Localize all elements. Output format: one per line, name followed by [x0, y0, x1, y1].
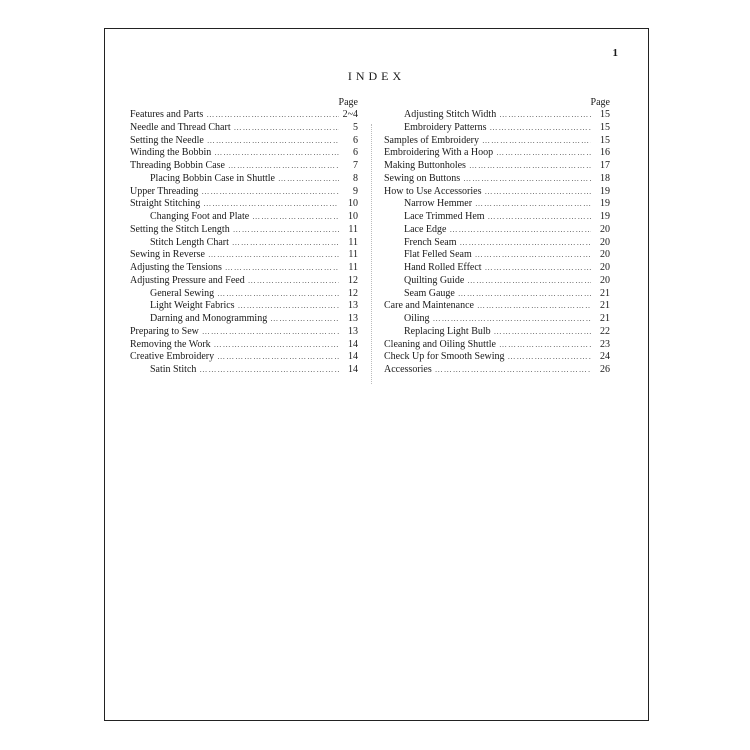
index-entry-list [384, 109, 610, 377]
dot-leader [201, 186, 339, 199]
entry-page-number: 14 [348, 338, 358, 350]
index-entry [384, 339, 610, 352]
index-entry [130, 339, 358, 352]
entry-page-number: 21 [600, 313, 610, 324]
dot-leader [232, 237, 339, 250]
entry-title: Hand Rolled Effect [404, 262, 482, 273]
dot-leader [499, 109, 591, 122]
entry-page-number: 15 [600, 121, 610, 133]
entry-page-number: 11 [348, 236, 358, 248]
entry-page-number: 20 [600, 262, 610, 273]
entry-page-number: 13 [348, 300, 358, 312]
index-entry [130, 109, 358, 122]
entry-title: Satin Stitch [150, 364, 197, 375]
dot-leader [463, 173, 591, 186]
dot-leader [488, 211, 591, 224]
index-column-right [384, 97, 610, 377]
entry-page-number: 7 [353, 160, 358, 171]
entry-page-number: 8 [353, 172, 358, 184]
entry-title: Setting the Stitch Length [130, 223, 230, 235]
index-entry [130, 122, 358, 135]
entry-page-number: 14 [348, 364, 358, 375]
entry-page-number: 21 [600, 300, 610, 312]
entry-title: Darning and Monogramming [150, 313, 268, 324]
entry-title: Lace Edge [404, 223, 447, 235]
index-entry [130, 147, 358, 160]
entry-page-number: 19 [600, 211, 610, 222]
entry-title: Stitch Length Chart [150, 236, 229, 248]
index-entry [130, 275, 358, 288]
entry-page-number: 12 [348, 287, 358, 299]
dot-leader [477, 300, 591, 313]
entry-page-number: 20 [600, 274, 610, 286]
dot-leader [233, 224, 339, 237]
dot-leader [475, 249, 591, 262]
entry-page-number: 12 [348, 274, 358, 286]
dot-leader [252, 211, 339, 224]
entry-page-number: 5 [353, 121, 358, 133]
entry-page-number: 13 [348, 325, 358, 337]
page-column-header: Page [590, 97, 610, 108]
entry-page-number: 11 [348, 223, 358, 235]
entry-title: Narrow Hemmer [404, 198, 473, 210]
entry-page-number: 19 [600, 185, 610, 197]
index-entry [130, 262, 358, 275]
entry-page-number: 6 [353, 134, 358, 146]
entry-title: Accessories [384, 364, 432, 375]
index-entry [384, 198, 610, 211]
entry-title: Placing Bobbin Case in Shuttle [150, 172, 275, 184]
entry-page-number: 13 [348, 313, 358, 324]
index-entry [130, 186, 358, 199]
entry-page-number: 19 [600, 198, 610, 210]
entry-page-number: 10 [348, 198, 358, 210]
index-entry [130, 135, 358, 148]
index-entry [384, 160, 610, 173]
entry-page-number: 20 [600, 236, 610, 248]
dot-leader [460, 237, 592, 250]
entry-title: Embroidery Patterns [404, 121, 487, 133]
entry-title: Replacing Light Bulb [404, 325, 491, 337]
dot-leader [489, 122, 591, 135]
entry-title: Sewing in Reverse [130, 249, 205, 261]
entry-page-number: 2~4 [342, 109, 358, 120]
index-entry [130, 237, 358, 250]
dot-leader [270, 313, 339, 326]
index-entry [130, 198, 358, 211]
index-entry [384, 224, 610, 237]
entry-page-number: 15 [600, 109, 610, 120]
entry-title: General Sewing [150, 287, 215, 299]
entry-title: Changing Foot and Plate [150, 211, 250, 222]
index-entry [384, 186, 610, 199]
dot-leader [202, 326, 339, 339]
index-title: INDEX [347, 69, 406, 83]
page-column-header: Page [338, 97, 358, 108]
entry-title: French Seam [404, 236, 457, 248]
dot-leader [238, 300, 339, 313]
index-entry [384, 237, 610, 250]
index-entry [384, 326, 610, 339]
entry-title: Features and Parts [130, 109, 204, 120]
entry-page-number: 20 [600, 249, 610, 261]
entry-title: Check Up for Smooth Sewing [384, 351, 505, 363]
index-entry [384, 147, 610, 160]
dot-leader [482, 135, 591, 148]
dot-leader [458, 288, 591, 301]
entry-title: Preparing to Sew [130, 325, 199, 337]
entry-title: Light Weight Fabrics [150, 300, 235, 312]
entry-title: Straight Stitching [130, 198, 201, 210]
dot-leader [234, 122, 339, 135]
entry-page-number: 24 [600, 351, 610, 363]
index-entry [384, 173, 610, 186]
index-entry [384, 262, 610, 275]
index-entry [130, 160, 358, 173]
index-entry [130, 249, 358, 262]
entry-page-number: 11 [348, 262, 358, 273]
index-entry [384, 211, 610, 224]
dot-leader [496, 147, 591, 160]
entry-page-number: 10 [348, 211, 358, 222]
column-divider [371, 124, 372, 384]
entry-page-number: 15 [600, 134, 610, 146]
dot-leader [225, 262, 339, 275]
dot-leader [207, 135, 339, 148]
dot-leader [499, 339, 591, 352]
dot-leader [494, 326, 591, 339]
index-entry [384, 351, 610, 364]
dot-leader [508, 351, 591, 364]
dot-leader [469, 160, 591, 173]
entry-title: Oiling [404, 313, 430, 324]
page-number: 1 [612, 47, 618, 59]
index-entry [130, 300, 358, 313]
document-page [104, 28, 649, 721]
entry-title: Sewing on Buttons [384, 172, 461, 184]
index-entry [384, 288, 610, 301]
index-entry [130, 351, 358, 364]
entry-title: Cleaning and Oiling Shuttle [384, 338, 496, 350]
entry-title: Setting the Needle [130, 134, 204, 146]
entry-title: Adjusting Stitch Width [404, 109, 497, 120]
dot-leader [217, 351, 339, 364]
dot-leader [199, 364, 339, 377]
entry-title: Upper Threading [130, 185, 199, 197]
dot-leader [208, 249, 339, 262]
entry-title: Making Buttonholes [384, 160, 466, 171]
entry-page-number: 23 [600, 338, 610, 350]
index-entry [384, 313, 610, 326]
index-entry [384, 135, 610, 148]
dot-leader [214, 339, 339, 352]
dot-leader [248, 275, 339, 288]
entry-page-number: 20 [600, 223, 610, 235]
entry-page-number: 22 [600, 325, 610, 337]
dot-leader [484, 186, 591, 199]
entry-title: Embroidering With a Hoop [384, 147, 494, 159]
dot-leader [449, 224, 591, 237]
index-entry [130, 313, 358, 326]
index-entry [384, 300, 610, 313]
entry-title: Winding the Bobbin [130, 147, 212, 159]
entry-page-number: 6 [353, 147, 358, 159]
entry-title: Adjusting the Tensions [130, 262, 222, 273]
index-entry [130, 326, 358, 339]
entry-page-number: 9 [353, 185, 358, 197]
dot-leader [217, 288, 339, 301]
entry-title: Samples of Embroidery [384, 134, 479, 146]
entry-title: Seam Gauge [404, 287, 455, 299]
dot-leader [203, 198, 339, 211]
entry-title: Needle and Thread Chart [130, 121, 231, 133]
index-entry [130, 211, 358, 224]
entry-title: How to Use Accessories [384, 185, 482, 197]
index-entry [130, 224, 358, 237]
index-entry [384, 364, 610, 377]
dot-leader [467, 275, 591, 288]
index-entry [384, 122, 610, 135]
entry-title: Lace Trimmed Hem [404, 211, 485, 222]
entry-page-number: 26 [600, 364, 610, 375]
index-entry [384, 275, 610, 288]
entry-page-number: 17 [600, 160, 610, 171]
dot-leader [214, 147, 339, 160]
dot-leader [278, 173, 339, 186]
dot-leader [206, 109, 339, 122]
dot-leader [433, 313, 591, 326]
index-entry-list [130, 109, 358, 377]
index-entry [384, 249, 610, 262]
entry-title: Flat Felled Seam [404, 249, 472, 261]
entry-title: Adjusting Pressure and Feed [130, 274, 245, 286]
entry-page-number: 18 [600, 172, 610, 184]
entry-title: Creative Embroidery [130, 351, 215, 363]
entry-title: Quilting Guide [404, 274, 465, 286]
index-entry [130, 288, 358, 301]
entry-page-number: 21 [600, 287, 610, 299]
entry-page-number: 14 [348, 351, 358, 363]
entry-title: Threading Bobbin Case [130, 160, 225, 171]
index-entry [130, 364, 358, 377]
dot-leader [228, 160, 339, 173]
index-column-left [130, 97, 358, 377]
entry-title: Removing the Work [130, 338, 211, 350]
entry-page-number: 11 [348, 249, 358, 261]
index-entry [130, 173, 358, 186]
dot-leader [485, 262, 591, 275]
entry-title: Care and Maintenance [384, 300, 474, 312]
entry-page-number: 16 [600, 147, 610, 159]
dot-leader [475, 198, 591, 211]
dot-leader [435, 364, 591, 377]
index-entry [384, 109, 610, 122]
